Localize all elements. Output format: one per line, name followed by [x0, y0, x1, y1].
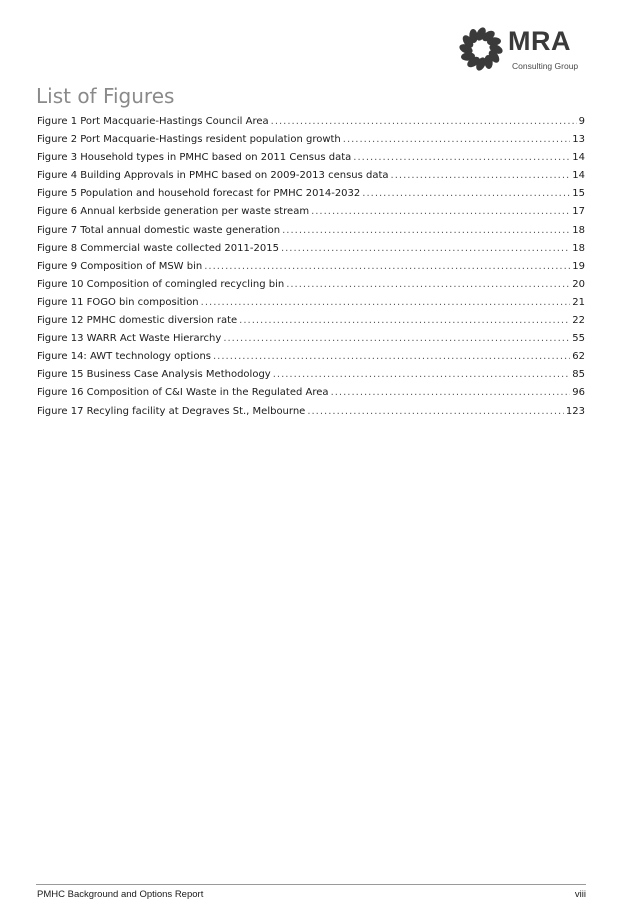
toc-dot-leader: [239, 315, 570, 326]
toc-entry-page: 20: [572, 278, 585, 290]
toc-entry-title: Figure 10 Composition of comingled recycling bin: [37, 278, 285, 290]
toc-entry-page: 55: [572, 333, 585, 345]
toc-dot-leader: [201, 297, 571, 308]
toc-entry-page: 62: [572, 351, 585, 363]
toc-entry-title: Figure 14: AWT technology options: [37, 351, 211, 363]
toc-entry-page: 18: [572, 242, 585, 254]
toc-entry-title: Figure 5 Population and household forecast for PMHC 2014-2032: [37, 188, 361, 200]
toc-entry-title: Figure 1 Port Macquarie-Hastings Council Area: [37, 116, 269, 127]
toc-entry[interactable]: [37, 152, 585, 170]
toc-entry-title: Figure 6 Annual kerbside generation per waste stream: [37, 206, 310, 218]
toc-dot-leader: [223, 333, 570, 344]
toc-entry[interactable]: [37, 351, 585, 369]
toc-entry[interactable]: [37, 134, 585, 152]
swirl-logo-icon: [456, 24, 506, 74]
toc-entry-page: 85: [572, 369, 585, 381]
toc-entry-page: 21: [572, 296, 585, 308]
toc-entry[interactable]: [37, 188, 585, 206]
toc-entry[interactable]: [37, 116, 585, 134]
toc-entry[interactable]: [37, 297, 585, 315]
page-title: List of Figures: [36, 84, 175, 108]
toc-dot-leader: [311, 206, 570, 217]
toc-entry-title: Figure 15 Business Case Analysis Methodology: [37, 369, 271, 381]
mra-logo: [456, 22, 596, 74]
toc-dot-leader: [331, 387, 571, 398]
toc-entry-title: Figure 3 Household types in PMHC based on 2011 Census data: [37, 152, 352, 164]
footer-page-number: viii: [574, 889, 586, 900]
list-of-figures: [37, 116, 585, 424]
toc-entry[interactable]: [37, 243, 585, 261]
logo-wordmark: MRA: [508, 26, 571, 56]
toc-entry[interactable]: [37, 225, 585, 243]
toc-dot-leader: [307, 406, 564, 417]
toc-dot-leader: [391, 170, 571, 181]
footer-report-title: PMHC Background and Options Report: [37, 889, 204, 900]
toc-entry-title: Figure 9 Composition of MSW bin: [37, 260, 203, 272]
toc-dot-leader: [282, 225, 570, 236]
toc-dot-leader: [213, 351, 570, 362]
toc-entry-title: Figure 8 Commercial waste collected 2011-2015: [37, 242, 279, 254]
toc-dot-leader: [281, 243, 570, 254]
toc-dot-leader: [353, 152, 570, 163]
toc-entry[interactable]: [37, 369, 585, 387]
toc-entry[interactable]: [37, 333, 585, 351]
toc-dot-leader: [273, 369, 571, 380]
toc-entry-title: Figure 17 Recyling facility at Degraves St., Melbourne: [37, 405, 306, 417]
toc-entry[interactable]: [37, 170, 585, 188]
toc-entry-title: Figure 16 Composition of C&I Waste in the Regulated Area: [37, 387, 329, 399]
footer-divider: [36, 884, 586, 885]
toc-entry-page: 22: [572, 315, 585, 327]
toc-entry-title: Figure 11 FOGO bin composition: [37, 296, 199, 308]
toc-entry-page: 19: [572, 260, 585, 272]
toc-dot-leader: [204, 261, 570, 272]
toc-entry-page: 14: [572, 152, 585, 164]
toc-dot-leader: [362, 188, 570, 199]
toc-entry-title: Figure 4 Building Approvals in PMHC based on 2009-2013 census data: [37, 170, 389, 182]
toc-entry-title: Figure 12 PMHC domestic diversion rate: [37, 315, 238, 327]
toc-entry-page: 17: [572, 206, 585, 218]
toc-entry[interactable]: [37, 206, 585, 224]
toc-entry-page: 18: [572, 224, 585, 236]
toc-entry-page: 14: [572, 170, 585, 182]
toc-entry-page: 9: [578, 116, 585, 127]
toc-entry-title: Figure 13 WARR Act Waste Hierarchy: [37, 333, 222, 345]
toc-entry[interactable]: [37, 261, 585, 279]
toc-entry-page: 96: [572, 387, 585, 399]
toc-entry[interactable]: [37, 406, 585, 424]
toc-dot-leader: [271, 116, 577, 127]
toc-entry-page: 13: [572, 134, 585, 146]
toc-dot-leader: [343, 134, 571, 145]
toc-entry[interactable]: [37, 387, 585, 405]
toc-entry-page: 123: [565, 405, 585, 417]
logo-subtitle: Consulting Group: [512, 61, 579, 71]
toc-entry-title: Figure 2 Port Macquarie-Hastings resident population growth: [37, 134, 341, 146]
toc-entry-title: Figure 7 Total annual domestic waste generation: [37, 224, 281, 236]
toc-entry[interactable]: [37, 279, 585, 297]
toc-entry[interactable]: [37, 315, 585, 333]
toc-dot-leader: [286, 279, 570, 290]
toc-entry-page: 15: [572, 188, 585, 200]
